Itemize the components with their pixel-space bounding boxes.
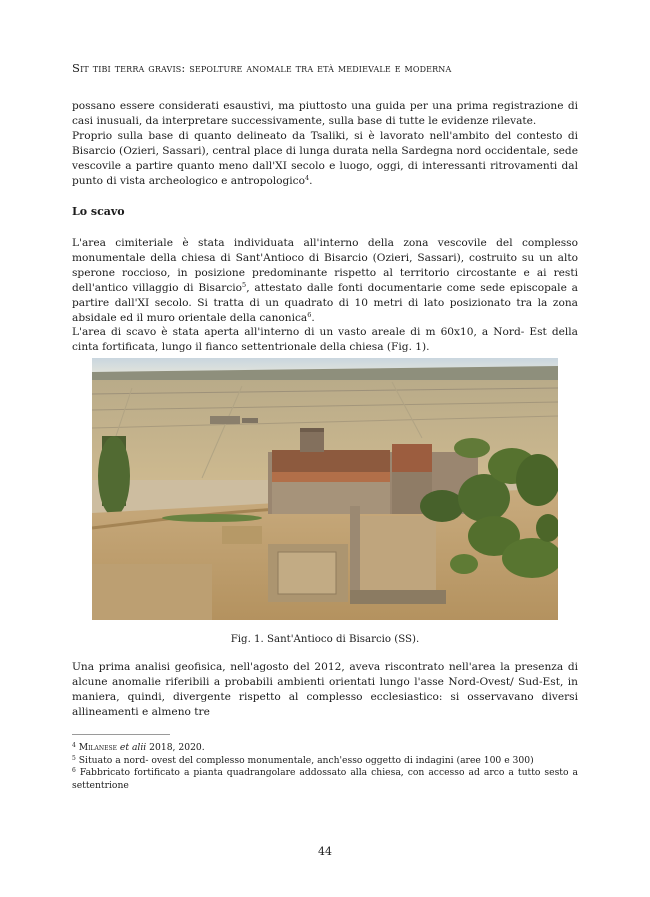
footnote-5-text: Situato a nord- ovest del complesso monumentale, anch'esso oggetto di indagini (aree 100 e 300) (75, 754, 534, 766)
footnote-4-number: 4 (72, 742, 76, 749)
intro-paragraph-1: possano essere considerati esaustivi, ma piuttosto una guida per una prima registrazione di casi inusuali, da interpretare successivamente, sulla base di tutte le evidenze rilevate. (72, 100, 578, 127)
running-head-subtitle: : sepolture anomale tra età medievale e moderna (181, 61, 452, 75)
footnote-4-text: 2018, 2020. (146, 742, 205, 753)
section-paragraph-2: L'area di scavo è stata aperta all'interno di un vasto areale di m 60x10, a Nord- Est della cinta fortificata, lungo il fianco settentrionale della chiesa (Fig. 1). (72, 326, 578, 354)
section-heading: Lo scavo (72, 205, 125, 218)
footnote-ref-6[interactable]: 6 (307, 310, 312, 319)
footnote-ref-5[interactable]: 5 (242, 280, 247, 289)
section-paragraph-1 (72, 236, 578, 325)
intro-text (72, 99, 578, 188)
footnote-6-number: 6 (72, 767, 76, 775)
intro-paragraph-2-text: Proprio sulla base di quanto delineato da Tsaliki, si è lavorato nell'ambito del contesto di Bisarcio (Ozieri, Sassari), central place di lunga durata nella Sardegna nord occidentale, sede vescovile a partire quanto meno dall'XI secolo e luogo, oggi, di interessanti ritrovamenti dal punto di vista archeologico e antropologico (72, 129, 578, 187)
page-number: 44 (318, 845, 332, 858)
section-paragraph-1-a: L'area cimiteriale è stata individuata all'interno della zona vescovile del complesso monumentale della chiesa di Sant'Antioco di Bisarcio (Ozieri, Sassari), costruito su un alto sperone roccioso, in posizione predominante rispetto al territorio circostante e ai resti dell'antico villaggio di Bisarcio (72, 237, 578, 294)
running-head-title: Sit tibi terra gravis (72, 61, 182, 75)
after-figure-paragraph-1: Una prima analisi geofisica, nell'agosto del 2012, aveva riscontrato nell'area la presenza di alcune anomalie riferibili a probabili ambienti orientati lungo l'asse Nord-Ovest/ Sud-Est, in maniera, quindi, divergente rispetto al complesso ecclesiastico: si osservavano diversi allineamenti e almeno tre (72, 661, 578, 718)
figure-caption: Fig. 1. Sant'Antioco di Bisarcio (SS). (230, 634, 420, 645)
footnote-4 (72, 742, 578, 755)
footnote-6-text: Fabbricato fortificato a pianta quadrangolare addossato alla chiesa, con accesso ad arco a tutto sesto a settentrione (72, 767, 578, 791)
section-paragraph-1-c: . (311, 311, 315, 324)
aerial-photo-church (92, 358, 558, 620)
figure-aerial-photo (92, 358, 558, 620)
footnote-4-etal: et alii (119, 742, 147, 753)
footnote-6 (72, 767, 578, 792)
footnote-4-author: Milanese (78, 742, 117, 753)
footnote-separator (72, 734, 170, 735)
footnote-5 (72, 755, 578, 768)
after-figure-text (72, 660, 578, 720)
section-text (72, 236, 578, 355)
section-paragraph-1-b: , attestato dalle fonti documentarie come sede episcopale a partire dall'XI secolo. Si tratta di un quadrato di 10 metri di lato posizionato tra la zona absidale ed il muro orientale della canonica (72, 281, 578, 324)
footnotes (72, 742, 578, 792)
intro-paragraph-2-end: . (309, 174, 313, 187)
intro-paragraph-2 (72, 129, 578, 189)
footnote-5-number: 5 (72, 754, 76, 762)
running-head (72, 61, 582, 75)
footnote-ref-4[interactable]: 4 (305, 173, 310, 182)
